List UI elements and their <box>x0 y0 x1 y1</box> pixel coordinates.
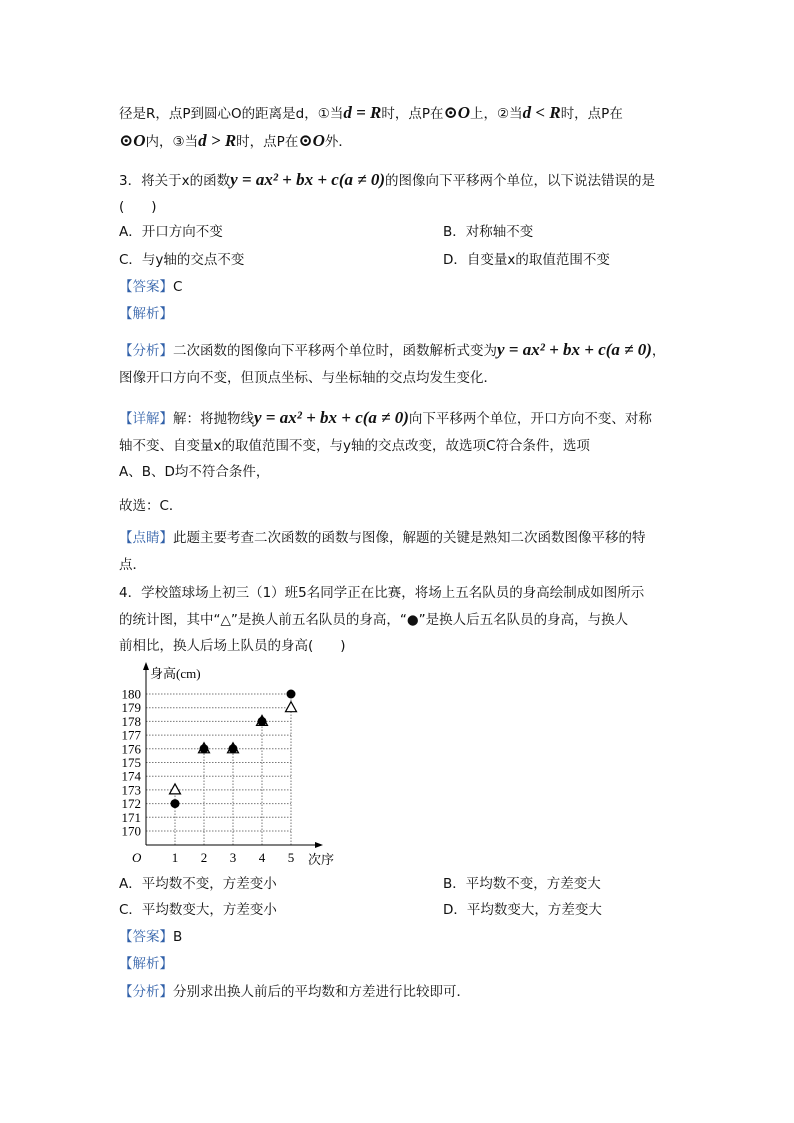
q3-option-d: D．自变量x的取值范围不变 <box>443 252 610 268</box>
y-tick-label: 180 <box>121 686 141 702</box>
x-tick-label: 5 <box>287 850 295 865</box>
circle-point <box>200 744 209 753</box>
q3-xiangjie: 【详解】解：将抛物线y = ax² + bx + c(a ≠ 0)向下平移两个单位，开口方向不变、对称 <box>119 408 652 427</box>
circle-point <box>287 690 296 699</box>
q4-stem-3: 前相比，换人后场上队员的身高( ) <box>119 638 346 654</box>
q3-option-a: A．开口方向不变 <box>119 224 223 240</box>
q3-analysis-tag: 【解析】 <box>119 306 173 322</box>
triangle-point <box>170 784 181 794</box>
y-tick-label: 179 <box>121 700 141 716</box>
q3-xiangjie-2: 轴不变、自变量x的取值范围不变，与y轴的交点改变，故选项C符合条件，选项 <box>119 438 590 454</box>
x-tick-label: 3 <box>229 850 237 865</box>
q3-paren: ( ) <box>119 199 157 215</box>
q3-dianjing: 【点睛】此题主要考查二次函数的函数与图像，解题的关键是熟知二次函数图像平移的特 <box>119 530 646 546</box>
y-axis-arrow <box>143 662 149 670</box>
q4-option-a: A．平均数不变，方差变小 <box>119 876 277 892</box>
q4-option-d: D．平均数变大，方差变大 <box>443 902 602 918</box>
q4-fenxi: 【分析】分别求出换人前后的平均数和方差进行比较即可． <box>119 984 470 1000</box>
q3-stem: 3．将关于x的函数y = ax² + bx + c(a ≠ 0)的图像向下平移两个单位，以下说法错误的是 <box>119 170 655 189</box>
q3-fenxi: 【分析】二次函数的图像向下平移两个单位时，函数解析式变为y = ax² + bx + c(a ≠ 0)， <box>119 340 666 359</box>
circle-point <box>171 799 180 808</box>
triangle-point <box>286 702 297 712</box>
x-axis-label: 次序 <box>308 852 335 867</box>
y-tick-label: 172 <box>121 796 141 812</box>
q3-option-b: B．对称轴不变 <box>443 224 534 240</box>
y-tick-label: 174 <box>121 768 141 784</box>
height-chart <box>110 660 350 870</box>
x-tick-label: 1 <box>171 850 179 865</box>
y-tick-label: 177 <box>121 727 141 743</box>
q4-answer: 【答案】B <box>119 929 183 945</box>
q4-option-b: B．平均数不变，方差变大 <box>443 876 601 892</box>
q4-option-c: C．平均数变大，方差变小 <box>119 902 277 918</box>
y-tick-label: 171 <box>121 809 141 825</box>
x-tick-label: 4 <box>258 850 266 865</box>
y-tick-label: 173 <box>121 782 141 798</box>
y-tick-label: 176 <box>121 741 141 757</box>
y-tick-label: 170 <box>121 823 141 839</box>
q3-fenxi-2: 图像开口方向不变，但顶点坐标、与坐标轴的交点均发生变化． <box>119 370 497 386</box>
q4-stem-2: 的统计图，其中“△”是换人前五名队员的身高，“●”是换人后五名队员的身高，与换人 <box>119 612 629 628</box>
circle-point <box>258 717 267 726</box>
origin-label: O <box>132 850 142 865</box>
q3-dianjing-2: 点． <box>119 557 146 573</box>
q4-stem-1: 4．学校篮球场上初三（1）班5名同学正在比赛，将场上五名队员的身高绘制成如图所示 <box>119 585 645 601</box>
q3-xiangjie-4: 故选：C． <box>119 498 183 514</box>
para-circle-1: 径是R，点P到圆心O的距离是d，①当d = R时，点P在⊙O上，②当d < R时，点P在 <box>119 103 623 122</box>
y-axis-label: 身高(cm) <box>150 666 201 681</box>
x-axis-arrow <box>315 842 323 848</box>
q4-analysis-tag: 【解析】 <box>119 956 173 972</box>
q3-xiangjie-3: A、B、D均不符合条件， <box>119 464 270 480</box>
para-circle-2: ⊙O内，③当d > R时，点P在⊙O外． <box>119 131 352 150</box>
circle-point <box>229 744 238 753</box>
q3-answer: 【答案】C <box>119 279 183 295</box>
y-tick-label: 178 <box>121 713 141 729</box>
y-tick-label: 175 <box>121 755 141 770</box>
q3-option-c: C．与y轴的交点不变 <box>119 252 245 268</box>
x-tick-label: 2 <box>200 850 208 865</box>
